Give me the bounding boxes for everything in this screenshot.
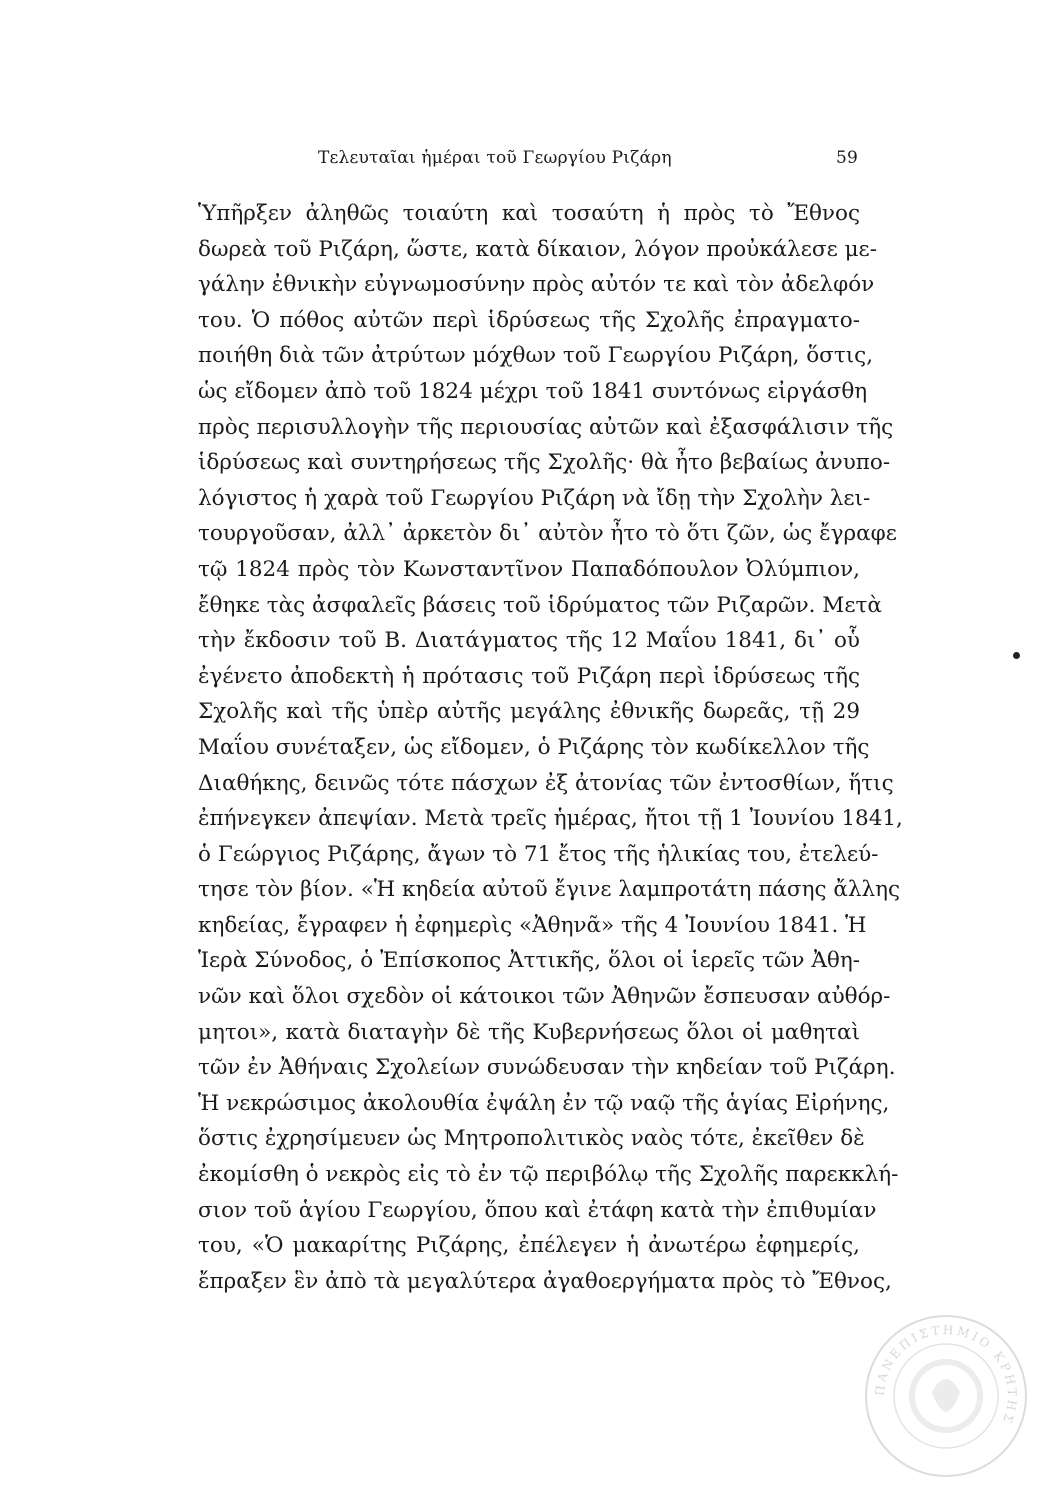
svg-text:ΠΑΝΕΠΙΣΤΗΜΙΟ ΚΡΗΤΗΣ: ΠΑΝΕΠΙΣΤΗΜΙΟ ΚΡΗΤΗΣ: [872, 1322, 1020, 1428]
text-line: ἐπήνεγκεν ἀπεψίαν. Μετὰ τρεῖς ἡμέρας, ἤτοι τῇ 1 Ἰουνίου 1841,: [198, 806, 903, 832]
text-line: τουργοῦσαν, ἀλλ᾽ ἀρκετὸν δι᾽ αὐτὸν ἦτο τὸ ὅτι ζῶν, ὡς ἔγραφε: [198, 521, 897, 547]
text-line: λόγιστος ἡ χαρὰ τοῦ Γεωργίου Ριζάρη νὰ ἴδῃ τὴν Σχολὴν λει-: [198, 485, 871, 511]
text-line: γάλην ἐθνικὴν εὐγνωμοσύνην πρὸς αὐτόν τε καὶ τὸν ἀδελφόν: [198, 272, 875, 298]
text-line: ὡς εἴδομεν ἀπὸ τοῦ 1824 μέχρι τοῦ 1841 συντόνως εἰργάσθη: [198, 378, 868, 404]
text-line: Ὑπῆρξεν ἀληθῶς τοιαύτη καὶ τοσαύτη ἡ πρὸς τὸ Ἔθνος: [198, 201, 860, 226]
running-title: Τελευταῖαι ἡμέραι τοῦ Γεωργίου Ριζάρη: [318, 148, 672, 168]
text-line: κηδείας, ἔγραφεν ἡ ἐφημερὶς «Ἀθηνᾶ» τῆς 4 Ἰουνίου 1841. Ἡ: [198, 912, 867, 938]
text-line: Σχολῆς καὶ τῆς ὑπὲρ αὐτῆς μεγάλης ἐθνικῆς δωρεᾶς, τῇ 29: [198, 699, 860, 725]
page-number: 59: [835, 148, 858, 168]
running-header: [318, 148, 858, 178]
text-line: τῶν ἐν Ἀθήναις Σχολείων συνώδευσαν τὴν κηδείαν τοῦ Ριζάρη.: [198, 1055, 896, 1081]
text-line: τῷ 1824 πρὸς τὸν Κωνσταντῖνον Παπαδόπουλον Ὀλύμπιον,: [198, 556, 860, 582]
body-text: [198, 196, 903, 1299]
text-line: μητοι», κατὰ διαταγὴν δὲ τῆς Κυβερνήσεως ὅλοι οἱ μαθηταὶ: [198, 1019, 860, 1045]
text-line: πρὸς περισυλλογὴν τῆς περιουσίας αὐτῶν καὶ ἐξασφάλισιν τῆς: [198, 414, 894, 440]
text-line: ἐκομίσθη ὁ νεκρὸς εἰς τὸ ἐν τῷ περιβόλῳ τῆς Σχολῆς παρεκκλή-: [198, 1162, 899, 1188]
text-line: Ἱερὰ Σύνοδος, ὁ Ἐπίσκοπος Ἀττικῆς, ὅλοι οἱ ἱερεῖς τῶν Ἀθη-: [198, 948, 860, 974]
text-line: ὅστις ἐχρησίμευεν ὡς Μητροπολιτικὸς ναὸς τότε, ἐκεῖθεν δὲ: [198, 1126, 865, 1152]
ink-speck: [1013, 652, 1020, 659]
text-line: ἐγένετο ἀποδεκτὴ ἡ πρότασις τοῦ Ριζάρη περὶ ἱδρύσεως τῆς: [198, 663, 860, 689]
text-line: Μαΐου συνέταξεν, ὡς εἴδομεν, ὁ Ριζάρης τὸν κωδίκελλον τῆς: [198, 734, 870, 760]
text-line: του. Ὁ πόθος αὐτῶν περὶ ἱδρύσεως τῆς Σχολῆς ἐπραγματο-: [198, 307, 860, 333]
library-seal-icon: [862, 1312, 1030, 1480]
text-line: νῶν καὶ ὅλοι σχεδὸν οἱ κάτοικοι τῶν Ἀθηνῶν ἔσπευσαν αὐθόρ-: [198, 984, 891, 1010]
text-line: ἔθηκε τὰς ἀσφαλεῖς βάσεις τοῦ ἱδρύματος τῶν Ριζαρῶν. Μετὰ: [198, 592, 882, 618]
text-line: δωρεὰ τοῦ Ριζάρη, ὥστε, κατὰ δίκαιον, λόγον προὐκάλεσε με-: [198, 236, 877, 262]
text-line: ὁ Γεώργιος Ριζάρης, ἄγων τὸ 71 ἔτος τῆς ἡλικίας του, ἐτελεύ-: [198, 841, 879, 867]
text-line: σιον τοῦ ἁγίου Γεωργίου, ὅπου καὶ ἐτάφη κατὰ τὴν ἐπιθυμίαν: [198, 1197, 877, 1223]
text-line: ἔπραξεν ἓν ἀπὸ τὰ μεγαλύτερα ἀγαθοεργήματα πρὸς τὸ Ἔθνος,: [198, 1268, 892, 1294]
text-line: Διαθήκης, δεινῶς τότε πάσχων ἐξ ἀτονίας τῶν ἐντοσθίων, ἥτις: [198, 770, 894, 796]
text-line: ποιήθη διὰ τῶν ἀτρύτων μόχθων τοῦ Γεωργίου Ριζάρη, ὅστις,: [198, 343, 874, 369]
text-line: τὴν ἔκδοσιν τοῦ Β. Διατάγματος τῆς 12 Μαΐου 1841, δι᾽ οὗ: [198, 628, 860, 654]
text-line: Ἡ νεκρώσιμος ἀκολουθία ἐψάλη ἐν τῷ ναῷ τῆς ἁγίας Εἰρήνης,: [198, 1090, 890, 1116]
text-line: του, «Ὁ μακαρίτης Ριζάρης, ἐπέλεγεν ἡ ἀνωτέρω ἐφημερίς,: [198, 1233, 860, 1259]
text-line: τησε τὸν βίον. «Ἡ κηδεία αὐτοῦ ἔγινε λαμπροτάτη πάσης ἄλλης: [198, 877, 901, 903]
text-line: ἱδρύσεως καὶ συντηρήσεως τῆς Σχολῆς· θὰ ἦτο βεβαίως ἀνυπο-: [198, 450, 891, 476]
